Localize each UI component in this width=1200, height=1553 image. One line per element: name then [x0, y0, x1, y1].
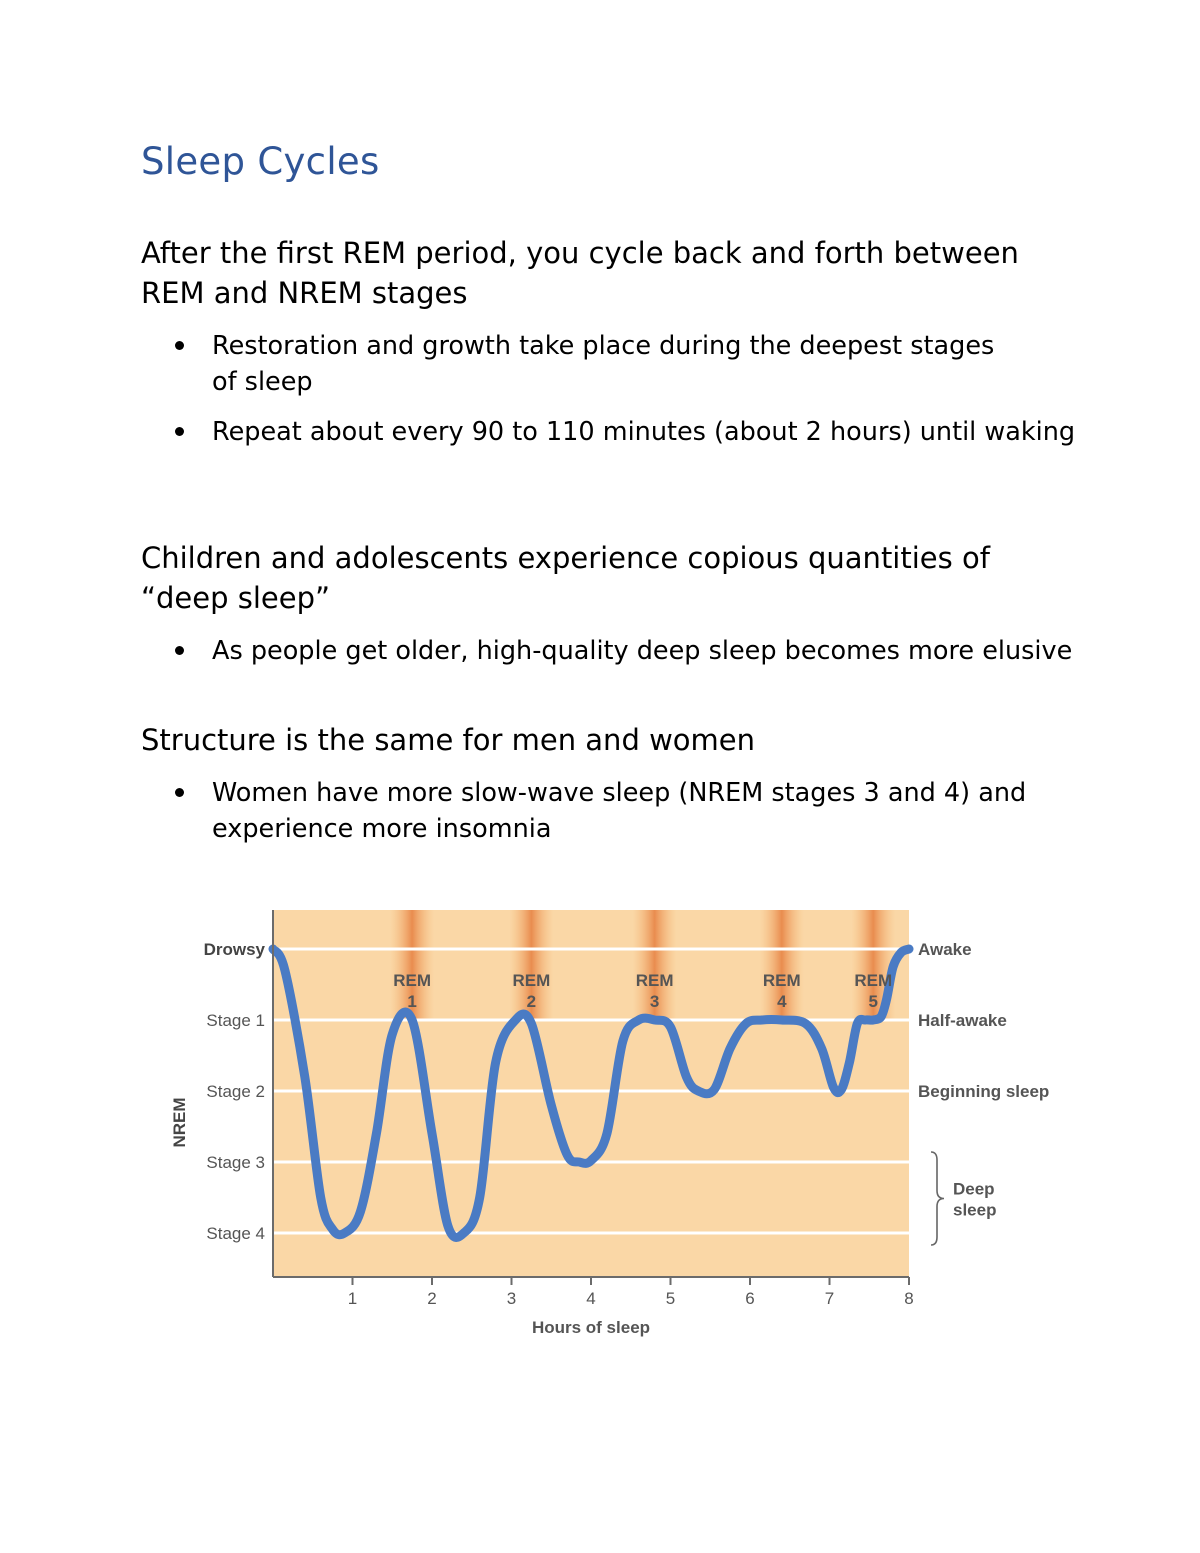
deep-sleep-brace [931, 1152, 944, 1245]
paragraph-rem-cycle: After the first REM period, you cycle back and forth between REM and NREM stages [141, 236, 1019, 310]
rem-number-2: 2 [526, 992, 537, 1011]
x-axis-title: Hours of sleep [531, 1318, 651, 1337]
bullet-icon [175, 341, 184, 350]
y-level-label-stage-1: Stage 1 [206, 1011, 265, 1030]
plot-background [273, 910, 909, 1277]
y-level-label-stage-3: Stage 3 [206, 1153, 265, 1172]
bullet-list-rem [141, 328, 1081, 450]
bullet-icon [175, 646, 184, 655]
paragraph-deep-sleep: Children and adolescents experience copious quantities of “deep sleep” [141, 541, 990, 615]
right-label-half-awake: Half-awake [918, 1011, 1007, 1030]
bullet-list-age [141, 633, 1081, 669]
bullet-icon [175, 427, 184, 436]
x-tick-label-3: 3 [506, 1289, 517, 1308]
paragraph-structure: Structure is the same for men and women [141, 723, 755, 757]
x-tick-label-7: 7 [824, 1289, 835, 1308]
rem-label-2: REM [512, 971, 551, 990]
rem-number-3: 3 [649, 992, 660, 1011]
rem-number-5: 5 [868, 992, 878, 1011]
right-label-sleep: sleep [953, 1200, 997, 1220]
y-level-label-stage-4: Stage 4 [206, 1224, 265, 1243]
sleep-cycle-chart [160, 895, 1080, 1345]
rem-label-4: REM [762, 971, 801, 990]
page-title: Sleep Cycles [141, 140, 380, 183]
rem-number-4: 4 [777, 992, 787, 1011]
bullet-icon [175, 788, 184, 797]
chart-svg [160, 895, 1080, 1345]
x-tick-label-8: 8 [904, 1289, 914, 1308]
y-level-label-stage-2: Stage 2 [206, 1082, 265, 1101]
x-tick-label-1: 1 [347, 1289, 358, 1308]
right-label-awake: Awake [918, 940, 972, 959]
list-item: Restoration and growth take place during the deepest stages of sleep [141, 328, 1081, 400]
x-tick-label-6: 6 [745, 1289, 755, 1308]
x-tick-label-4: 4 [586, 1289, 596, 1308]
y-axis-title: NREM [170, 1097, 189, 1148]
rem-label-5: REM [854, 971, 893, 990]
right-label-deep: Deep [953, 1179, 995, 1199]
list-item: Repeat about every 90 to 110 minutes (about 2 hours) until waking [141, 414, 1081, 450]
rem-label-3: REM [635, 971, 674, 990]
x-tick-label-2: 2 [427, 1289, 437, 1308]
rem-label-1: REM [393, 971, 432, 990]
list-item: Women have more slow-wave sleep (NREM stages 3 and 4) and experience more insomnia [141, 775, 1081, 847]
bullet-list-gender [141, 775, 1081, 847]
x-tick-label-5: 5 [665, 1289, 676, 1308]
list-item: As people get older, high-quality deep sleep becomes more elusive [141, 633, 1081, 669]
right-label-beginning-sleep: Beginning sleep [918, 1082, 1050, 1101]
y-level-label-drowsy: Drowsy [203, 940, 265, 959]
rem-number-1: 1 [407, 992, 417, 1011]
